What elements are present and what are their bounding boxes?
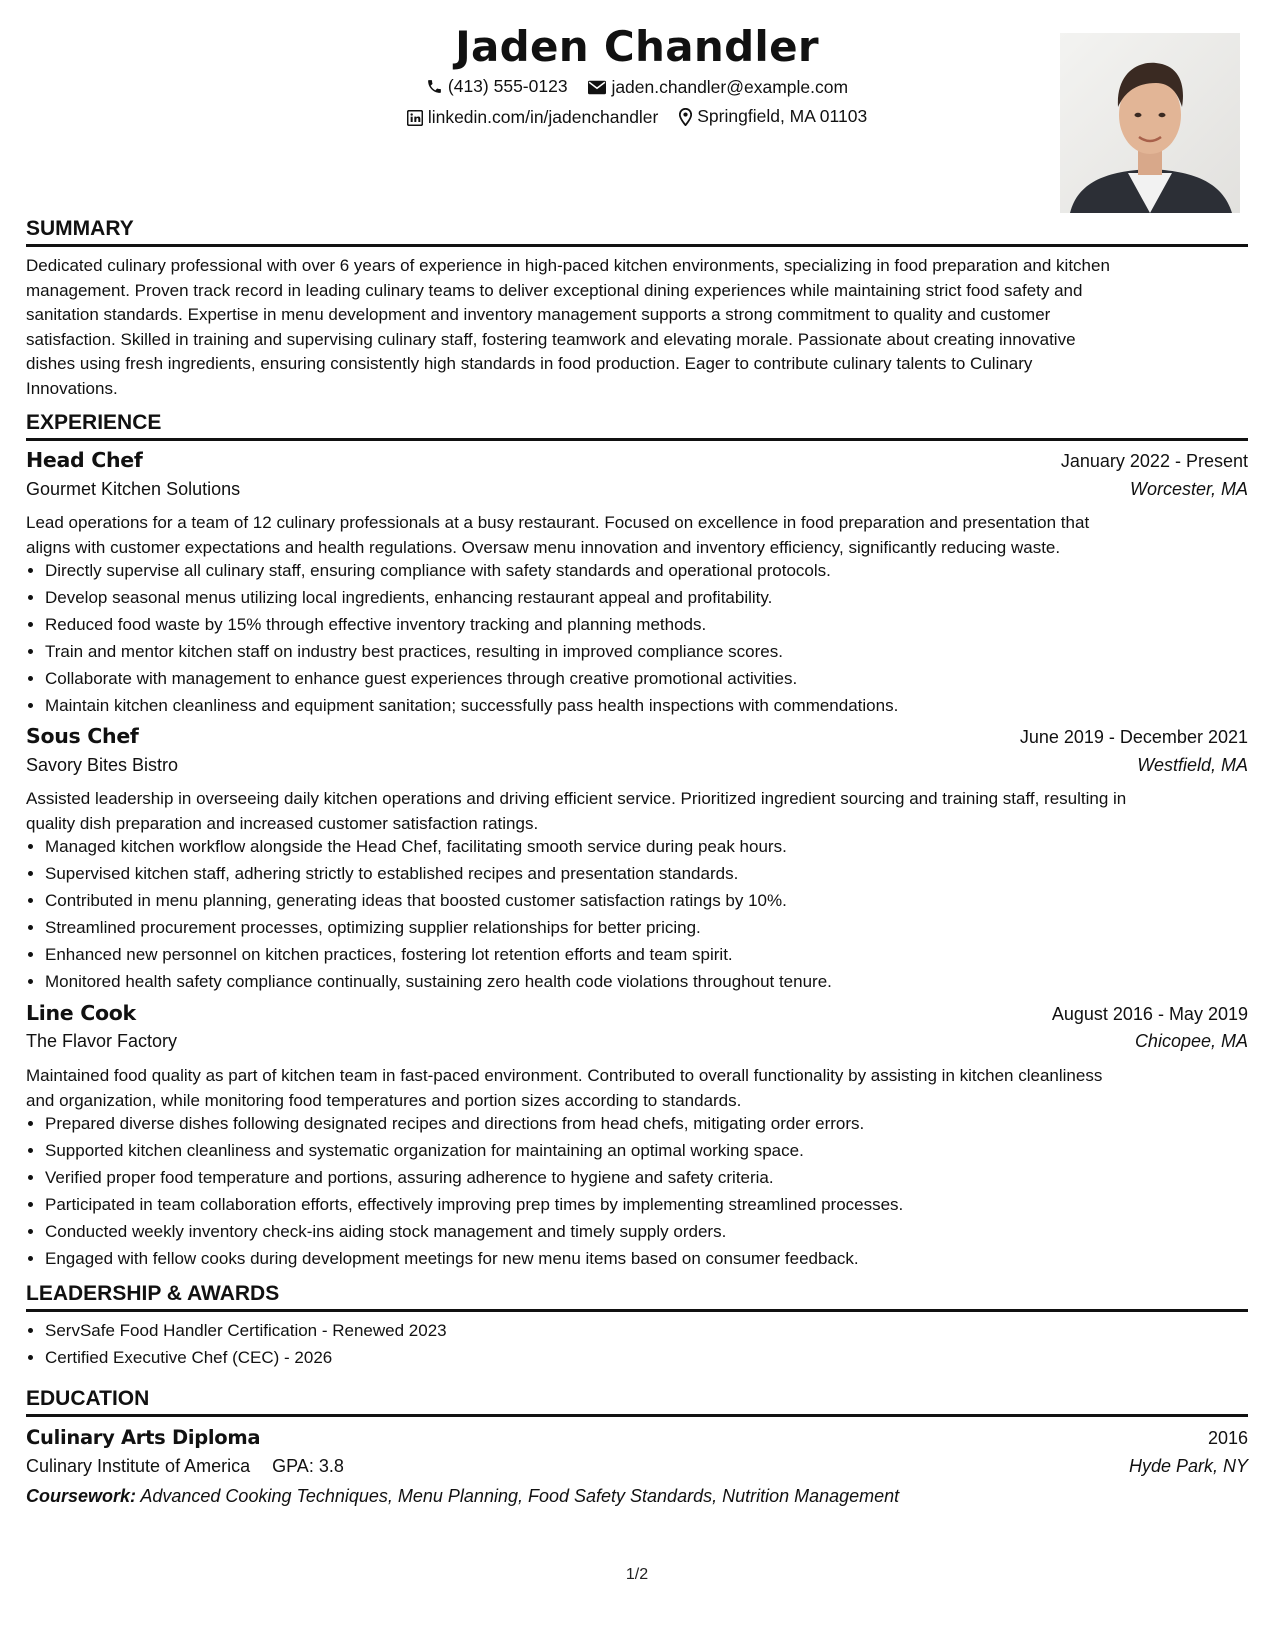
contact-email[interactable] bbox=[588, 77, 848, 98]
job-dates: August 2016 - May 2019 bbox=[1051, 1004, 1248, 1024]
bullet-item: • Enhanced new personnel on kitchen practices, fostering lot retention efforts and team spirit. bbox=[45, 944, 1248, 971]
awards-list bbox=[26, 1320, 1248, 1374]
job-company-row bbox=[26, 479, 1248, 500]
job-title: Line Cook bbox=[26, 1001, 136, 1025]
job-description bbox=[26, 511, 1248, 560]
summary-line: satisfaction. Skilled in training and supervising culinary staff, fostering teamwork and elevating morale. Passionate about creating innovative bbox=[26, 329, 1076, 349]
bullet-item: • Contributed in menu planning, generating ideas that boosted customer satisfaction ratings by 10%. bbox=[45, 890, 1248, 917]
section-title-experience: EXPERIENCE bbox=[26, 411, 1248, 441]
school-name: Culinary Institute of America bbox=[26, 1456, 251, 1476]
envelope-icon bbox=[588, 80, 606, 95]
bullet-item: • Conducted weekly inventory check-ins aiding stock management and timely supply orders. bbox=[45, 1221, 1248, 1248]
bullet-item: • Develop seasonal menus utilizing local ingredients, enhancing restaurant appeal and profitability. bbox=[45, 587, 1248, 614]
bullet-item: • Collaborate with management to enhance guest experiences through creative promotional activities. bbox=[45, 668, 1248, 695]
map-pin-icon bbox=[679, 108, 692, 126]
job-description-line: aligns with customer expectations and health regulations. Oversaw menu innovation and inventory efficiency, significantly reducing waste. bbox=[26, 537, 1061, 557]
bullet-item: • Train and mentor kitchen staff on industry best practices, resulting in improved compliance scores. bbox=[45, 641, 1248, 668]
job-header bbox=[26, 1001, 1248, 1025]
location-text: Springfield, MA 01103 bbox=[697, 106, 868, 126]
job-description-line: Maintained food quality as part of kitchen team in fast-paced environment. Contributed to overall functionality by assisting in kitchen cleanliness bbox=[26, 1066, 1103, 1085]
gpa: GPA: 3.8 bbox=[272, 1456, 344, 1476]
bullet-item: • Engaged with fellow cooks during development meetings for new menu items based on consumer feedback. bbox=[45, 1248, 1248, 1275]
bullet-item: • Monitored health safety compliance continually, sustaining zero health code violations throughout tenure. bbox=[45, 971, 1248, 998]
job-header bbox=[26, 724, 1248, 748]
summary-line: dishes using fresh ingredients, ensuring consistently high standards in food production. Eager to contribute culinary talents to Culinary bbox=[26, 354, 1033, 373]
job-company: The Flavor Factory bbox=[26, 1031, 178, 1051]
phone-text: (413) 555-0123 bbox=[447, 76, 568, 96]
section-title-summary: SUMMARY bbox=[26, 217, 1248, 247]
bullet-item: • Maintain kitchen cleanliness and equipment sanitation; successfully pass health inspections with commendations. bbox=[45, 695, 1248, 722]
job-location: Worcester, MA bbox=[1129, 479, 1248, 499]
bullet-item: • Verified proper food temperature and portions, assuring adherence to hygiene and safety criteria. bbox=[45, 1167, 1248, 1194]
email-text: jaden.chandler@example.com bbox=[611, 77, 849, 97]
bullet-item: • Directly supervise all culinary staff, ensuring compliance with safety standards and operational protocols. bbox=[45, 560, 1248, 587]
candidate-name: Jaden Chandler bbox=[455, 22, 819, 71]
job-company: Gourmet Kitchen Solutions bbox=[26, 479, 241, 499]
job-description-line: Lead operations for a team of 12 culinary professionals at a busy restaurant. Focused on excellence in food preparation and presentation that bbox=[26, 513, 1090, 532]
contact-location bbox=[679, 106, 867, 127]
job-description bbox=[26, 787, 1248, 836]
education-school-row bbox=[26, 1456, 1248, 1477]
page-number: 1/2 bbox=[625, 1566, 649, 1583]
contact-linkedin[interactable] bbox=[407, 107, 659, 128]
coursework-label: Coursework: bbox=[26, 1486, 137, 1506]
job-dates: January 2022 - Present bbox=[1060, 451, 1248, 471]
job-description-line: quality dish preparation and increased customer satisfaction ratings. bbox=[26, 813, 539, 833]
profile-photo bbox=[1060, 33, 1240, 213]
phone-icon bbox=[426, 78, 443, 95]
job-description-line: Assisted leadership in overseeing daily kitchen operations and driving efficient service. Prioritized ingredient sourcing and training staff, resulting in bbox=[26, 789, 1127, 808]
school-info bbox=[26, 1456, 344, 1477]
education-header bbox=[26, 1426, 1248, 1449]
summary-line: sanitation standards. Expertise in menu development and inventory management supports a strong commitment to quality and customer bbox=[26, 305, 1051, 324]
award-item: • ServSafe Food Handler Certification - Renewed 2023 bbox=[45, 1320, 1248, 1347]
bullet-item: • Streamlined procurement processes, optimizing supplier relationships for better pricing. bbox=[45, 917, 1248, 944]
job-company: Savory Bites Bistro bbox=[26, 755, 179, 775]
school-location: Hyde Park, NY bbox=[1128, 1456, 1248, 1476]
job-dates: June 2019 - December 2021 bbox=[1019, 727, 1248, 747]
summary-line: Dedicated culinary professional with over 6 years of experience in high-paced kitchen environments, specializing in food preparation and kitchen bbox=[26, 256, 1110, 275]
job-bullets bbox=[26, 836, 1248, 998]
award-item: • Certified Executive Chef (CEC) - 2026 bbox=[45, 1347, 1248, 1374]
summary-line: management. Proven track record in leading culinary teams to deliver exceptional dining experiences while maintaining strict food safety and bbox=[26, 280, 1083, 300]
job-title: Sous Chef bbox=[26, 724, 139, 748]
coursework-list: Advanced Cooking Techniques, Menu Planning, Food Safety Standards, Nutrition Management bbox=[140, 1486, 900, 1506]
degree-name: Culinary Arts Diploma bbox=[26, 1426, 261, 1449]
education-year: 2016 bbox=[1207, 1428, 1248, 1448]
bullet-item: • Participated in team collaboration efforts, effectively improving prep times by implementing streamlined processes. bbox=[45, 1194, 1248, 1221]
bullet-item: • Supervised kitchen staff, adhering strictly to established recipes and presentation standards. bbox=[45, 863, 1248, 890]
job-company-row bbox=[26, 755, 1248, 776]
job-location: Westfield, MA bbox=[1137, 755, 1248, 775]
bullet-item: • Reduced food waste by 15% through effective inventory tracking and planning methods. bbox=[45, 614, 1248, 641]
job-bullets bbox=[26, 560, 1248, 722]
contact-phone[interactable] bbox=[426, 76, 568, 97]
section-title-awards: LEADERSHIP & AWARDS bbox=[26, 1282, 1248, 1312]
section-title-education: EDUCATION bbox=[26, 1387, 1248, 1417]
summary-text bbox=[26, 254, 1248, 401]
linkedin-icon bbox=[407, 110, 423, 126]
job-location: Chicopee, MA bbox=[1134, 1031, 1248, 1051]
job-header bbox=[26, 448, 1248, 472]
coursework bbox=[26, 1486, 1248, 1507]
job-description-line: and organization, while monitoring food temperatures and portion sizes according to standards. bbox=[26, 1090, 742, 1110]
summary-line: Innovations. bbox=[26, 378, 118, 398]
job-title: Head Chef bbox=[26, 448, 143, 472]
job-description bbox=[26, 1064, 1248, 1113]
job-bullets bbox=[26, 1113, 1248, 1275]
linkedin-text: linkedin.com/in/jadenchandler bbox=[427, 107, 659, 127]
bullet-item: • Managed kitchen workflow alongside the Head Chef, facilitating smooth service during peak hours. bbox=[45, 836, 1248, 863]
bullet-item: • Supported kitchen cleanliness and systematic organization for maintaining an optimal working space. bbox=[45, 1140, 1248, 1167]
bullet-item: • Prepared diverse dishes following designated recipes and directions from head chefs, mitigating order errors. bbox=[45, 1113, 1248, 1140]
job-company-row bbox=[26, 1031, 1248, 1052]
